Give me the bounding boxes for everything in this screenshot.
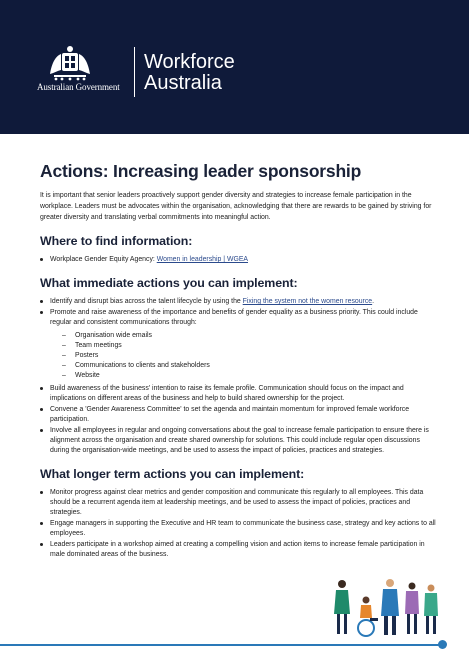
list-item: [40, 308, 436, 381]
longer-item-1: Monitor progress against clear metrics and gender composition and communicate this regularly to all employees. This data should be a recurrent agenda item at leadership meetings, and be used to assess the impact of policies, practices and strategies.: [50, 489, 424, 516]
sub-list-item: [62, 361, 436, 371]
communication-channels-list: [62, 331, 436, 381]
list-item: [40, 405, 436, 425]
immediate-item-1-suffix: .: [372, 298, 375, 305]
dash-icon: –: [62, 352, 66, 359]
longer-term-heading: What longer term actions you can implement:: [40, 467, 305, 481]
coat-of-arms-icon: [46, 44, 94, 82]
person-green-icon: [424, 585, 438, 635]
list-item: [40, 426, 436, 456]
where-heading: Where to find information:: [40, 234, 193, 248]
fixing-system-link[interactable]: Fixing the system not the women resource: [242, 298, 373, 305]
brand-line-1: Workforce: [144, 51, 235, 73]
dash-icon: –: [62, 372, 66, 379]
immediate-item-5: Involve all employees in regular and ongoing conversations about the goal to increase female participation to ensure there is alignment across the organisation and create shared ownership for solutions. This could include regular open discussions during the organisation-wide meetings, and be used to assess the impact of policies, practices and strategies.: [50, 427, 429, 454]
where-list: [40, 255, 436, 265]
list-item: [40, 255, 436, 265]
person-man-icon: [381, 579, 399, 635]
list-item: [40, 297, 436, 307]
intro-paragraph: It is important that senior leaders proactively support gender diversity and strategies to increase female participation in the workplace. Leaders must be advocates within the organisation, acknowledging that there are rewards to be gained by striving for greater diversity and translating verbal commitments into meaningful action.: [40, 192, 432, 221]
list-item: [40, 488, 436, 518]
longer-item-2: Engage managers in supporting the Executive and HR team to communicate the business case, strategy and key actions to all employees.: [50, 520, 436, 537]
sub-item-label: Communications to clients and stakeholders: [75, 362, 210, 369]
sub-item-label: Website: [75, 372, 100, 379]
immediate-item-4: Convene a 'Gender Awareness Committee' to set the agenda and maintain momentum for improved female workforce participation.: [50, 406, 410, 423]
immediate-list: [40, 297, 436, 456]
bullet-icon: [40, 300, 43, 303]
sub-list-item: [62, 331, 436, 341]
header-banner: [0, 0, 469, 134]
header-divider: [134, 47, 135, 97]
bullet-icon: [40, 491, 43, 494]
list-item: [40, 540, 436, 560]
dash-icon: –: [62, 362, 66, 369]
sub-list-item: [62, 351, 436, 361]
wheelchair-user-icon: [358, 597, 378, 637]
sub-item-label: Posters: [75, 352, 99, 359]
page-title: Actions: Increasing leader sponsorship: [40, 161, 362, 181]
dash-icon: –: [62, 332, 66, 339]
footer-dot-icon: [438, 640, 447, 649]
sub-item-label: Organisation wide emails: [75, 332, 152, 339]
where-item-prefix: Workplace Gender Equity Agency:: [50, 256, 157, 263]
government-name: Australian Government: [37, 82, 120, 92]
document-body: [40, 160, 436, 561]
bullet-icon: [40, 543, 43, 546]
bullet-icon: [40, 429, 43, 432]
bullet-icon: [40, 258, 43, 261]
dash-icon: –: [62, 342, 66, 349]
longer-term-list: [40, 488, 436, 560]
list-item: [40, 519, 436, 539]
brand-title: [144, 52, 294, 94]
longer-item-3: Leaders participate in a workshop aimed at creating a compelling vision and action items to increase female participation in male dominated areas of the business.: [50, 541, 425, 558]
immediate-item-3: Build awareness of the business' intention to raise its female profile. Communication should focus on the impact and implications on different areas of the business and help to build shared ownership for the project.: [50, 385, 404, 402]
bullet-icon: [40, 408, 43, 411]
immediate-heading: What immediate actions you can implement:: [40, 276, 298, 290]
sub-list-item: [62, 341, 436, 351]
bullet-icon: [40, 311, 43, 314]
list-item: [40, 384, 436, 404]
footer-rule: [0, 644, 440, 646]
wgea-link[interactable]: Women in leadership | WGEA: [156, 256, 249, 263]
immediate-item-2: Promote and raise awareness of the importance and benefits of gender equality as a business priority. This could include regular and consistent communications through:: [50, 309, 418, 326]
person-woman-icon: [334, 580, 350, 634]
bullet-icon: [40, 522, 43, 525]
immediate-item-1-prefix: Identify and disrupt bias across the talent lifecycle by using the: [50, 298, 243, 305]
person-standing-icon: [405, 583, 419, 635]
sub-item-label: Team meetings: [75, 342, 122, 349]
brand-line-2: Australia: [144, 72, 222, 94]
bullet-icon: [40, 387, 43, 390]
diverse-people-illustration: [330, 576, 442, 638]
sub-list-item: [62, 371, 436, 381]
